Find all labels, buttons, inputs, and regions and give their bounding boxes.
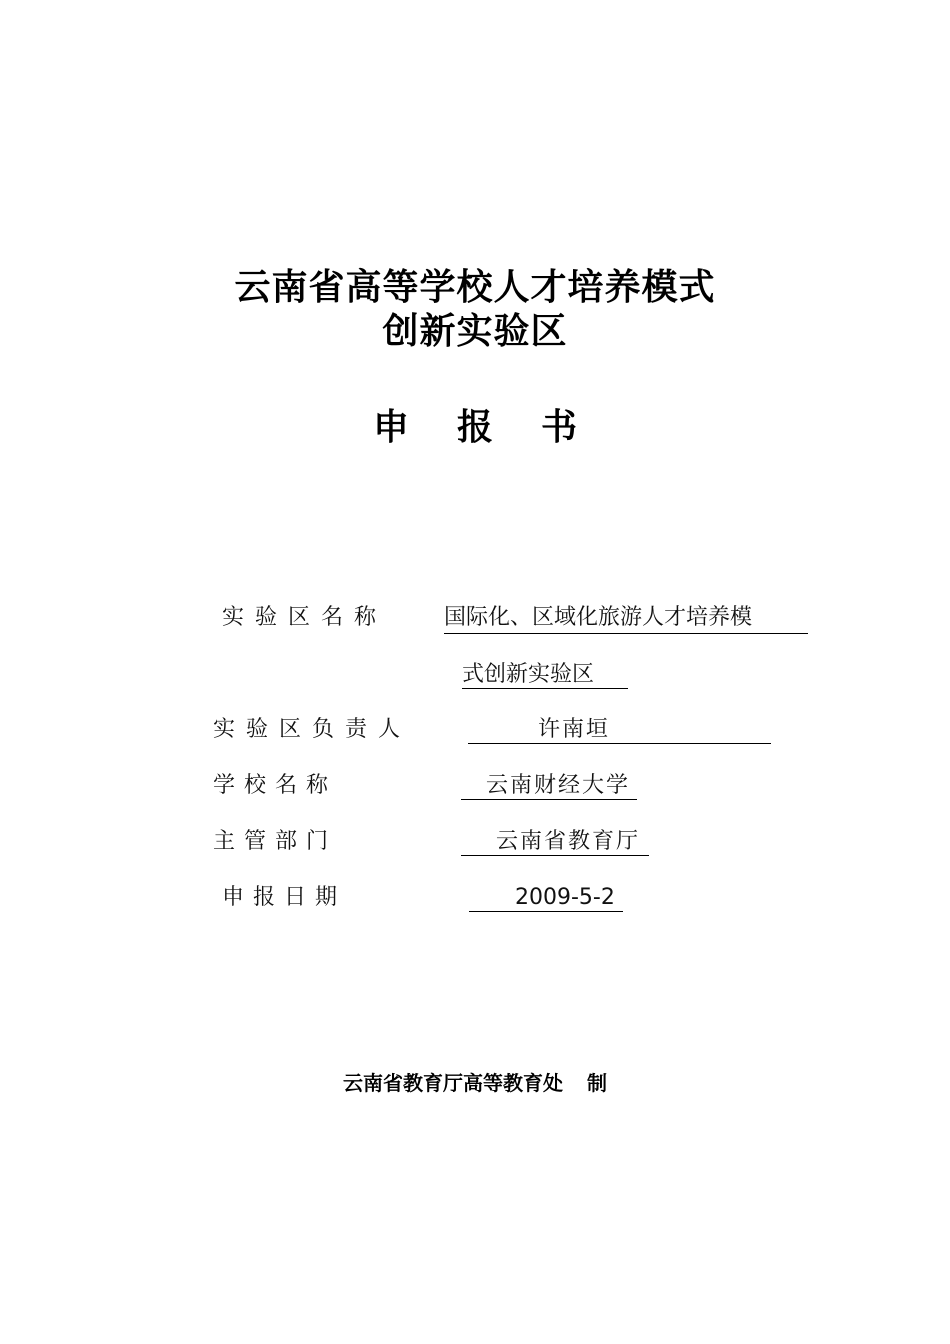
title-line-1: 云南省高等学校人才培养模式 — [234, 267, 716, 308]
leader-underline — [468, 743, 771, 744]
issuer-suffix: 制 — [587, 1071, 607, 1095]
zone-name-label: 实 验 区 名 称 — [222, 605, 378, 630]
leader-value: 许南垣 — [538, 717, 611, 742]
date-underline — [469, 911, 623, 912]
zone-name-underline-2 — [462, 688, 628, 689]
zone-name-underline-1 — [444, 633, 808, 634]
date-label: 申 报 日 期 — [222, 885, 338, 910]
school-underline — [461, 799, 637, 800]
authority-label: 主 管 部 门 — [213, 829, 329, 854]
authority-underline — [461, 855, 649, 856]
zone-name-value-line-2: 式创新实验区 — [462, 662, 595, 687]
school-value: 云南财经大学 — [486, 773, 631, 798]
issuer-footer — [0, 1069, 950, 1097]
date-value: 2009-5-2 — [515, 885, 615, 910]
leader-label: 实 验 区 负 责 人 — [213, 717, 402, 742]
title-line-2: 创新实验区 — [382, 311, 568, 352]
zone-name-value-line-1: 国际化、区域化旅游人才培养模 — [444, 605, 753, 630]
authority-value: 云南省教育厅 — [496, 829, 641, 854]
school-label: 学 校 名 称 — [213, 773, 329, 798]
document-type-heading: 申报书 — [372, 407, 625, 448]
issuer-name: 云南省教育厅高等教育处 — [343, 1071, 563, 1095]
